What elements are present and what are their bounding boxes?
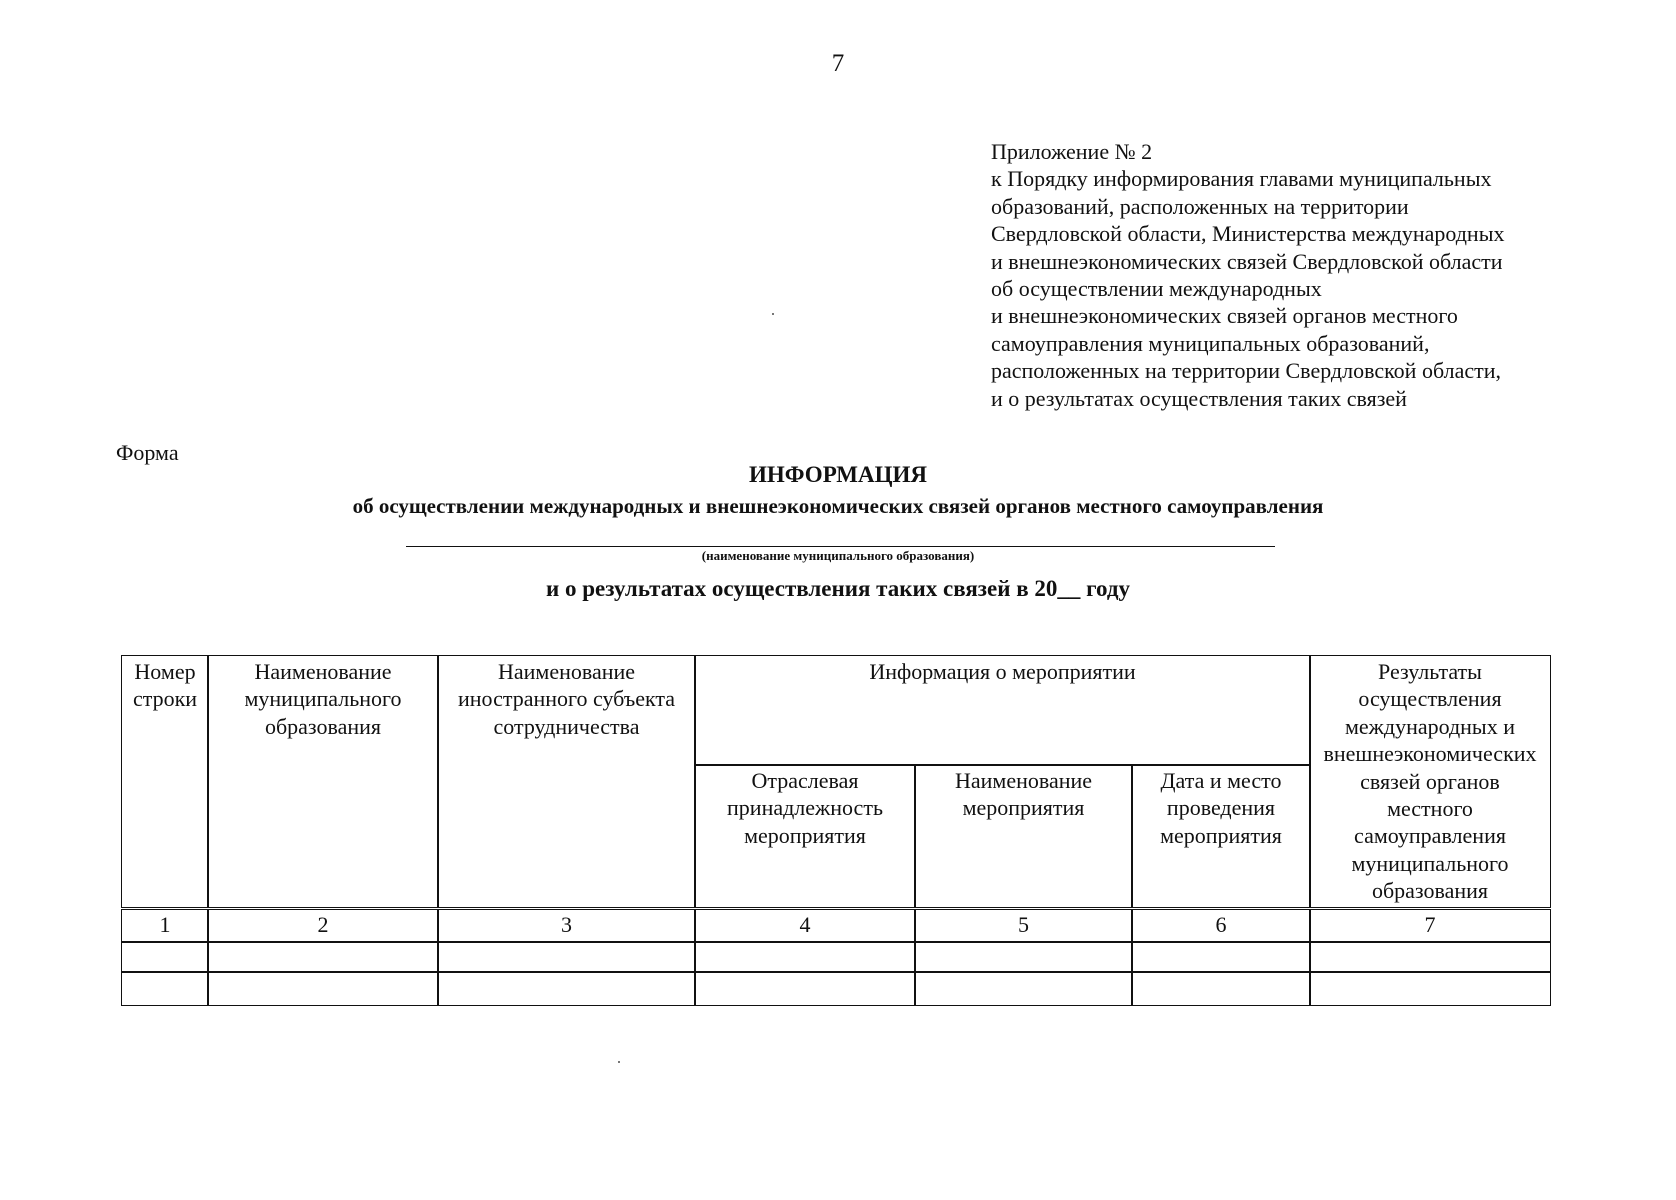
header-results [1309, 655, 1551, 908]
header-text-line: Наименование [497, 659, 636, 684]
appendix-line: Приложение № 2 [991, 139, 1153, 164]
municipality-blank-caption: (наименование муниципального образования) [701, 548, 975, 563]
appendix-line: и внешнеэкономических связей органов местного [991, 303, 1458, 329]
year-line: и о результатах осуществления таких связей в 20__ году [545, 576, 1130, 601]
header-text-line: образования [264, 713, 382, 739]
table-cell[interactable] [437, 941, 696, 973]
document-subtitle: об осуществлении международных и внешнеэкономических связей органов местного самоуправления [352, 494, 1324, 518]
column-number-cell: 2 [207, 909, 439, 943]
column-number-cell: 7 [1309, 909, 1551, 943]
header-text-line: местного [1387, 796, 1473, 822]
column-number-cell: 4 [694, 909, 916, 943]
form-label: Форма [116, 440, 179, 465]
scan-speck [618, 1061, 620, 1063]
appendix-line: к Порядку информирования главами муниципальных [991, 166, 1492, 192]
appendix-line: об осуществлении международных [991, 276, 1322, 302]
header-event-name [914, 764, 1133, 908]
header-text-line: осуществления [1358, 686, 1502, 712]
appendix-line: Свердловской области, Министерства международных [991, 221, 1505, 247]
municipality-blank-line [406, 546, 1275, 547]
appendix-line: самоуправления муниципальных образований, [991, 330, 1430, 356]
column-number-cell: 3 [437, 909, 696, 943]
table-cell[interactable] [437, 971, 696, 1006]
header-foreign-partner [437, 655, 696, 908]
column-number-cell: 6 [1131, 909, 1311, 943]
header-text-line: Дата и место [1160, 768, 1282, 793]
header-text-line: муниципального [1351, 850, 1509, 876]
header-text-line: сотрудничества [493, 713, 640, 739]
column-number-cell: 5 [914, 909, 1133, 943]
table-cell[interactable] [914, 941, 1133, 973]
header-text-line: муниципального [244, 686, 402, 712]
header-text-line: иностранного субъекта [457, 686, 676, 712]
column-number-cell: 1 [121, 909, 209, 943]
header-text-line: строки [132, 686, 198, 712]
document-title: ИНФОРМАЦИЯ [748, 462, 928, 487]
header-text-line: образования [1371, 878, 1489, 904]
appendix-block [991, 138, 1611, 412]
header-text-line: Наименование [954, 768, 1093, 793]
appendix-line: образований, расположенных на территории [991, 193, 1409, 219]
appendix-line: и внешнеэкономических связей Свердловской области [991, 248, 1503, 274]
header-text-line: самоуправления [1354, 823, 1506, 849]
table-cell[interactable] [1309, 971, 1551, 1006]
page-number: 7 [831, 50, 845, 77]
header-text-line: Номер [134, 659, 196, 684]
header-municipality-name [207, 655, 439, 908]
appendix-line: и о результатах осуществления таких связей [991, 385, 1407, 411]
table-cell[interactable] [121, 941, 209, 973]
table-cell[interactable] [694, 971, 916, 1006]
header-text-line: мероприятия [744, 822, 866, 848]
header-text-line: проведения [1166, 795, 1276, 821]
header-text-line: мероприятия [962, 795, 1085, 821]
table-cell[interactable] [1131, 941, 1311, 973]
table-cell[interactable] [1309, 941, 1551, 973]
header-event-sector [694, 764, 916, 908]
appendix-line: расположенных на территории Свердловской области, [991, 358, 1501, 384]
header-text-line: внешнеэкономических [1323, 741, 1537, 767]
header-text-line: Информация о мероприятии [869, 659, 1136, 684]
table-cell[interactable] [207, 971, 439, 1006]
table-cell[interactable] [207, 941, 439, 973]
header-text-line: Отраслевая [751, 768, 859, 793]
table-cell[interactable] [914, 971, 1133, 1006]
header-text-line: связей органов [1360, 768, 1500, 794]
header-text-line: Результаты [1378, 659, 1482, 684]
scan-speck [772, 313, 774, 315]
header-text-line: мероприятия [1160, 822, 1282, 848]
header-event-date-place [1131, 764, 1311, 908]
table-cell[interactable] [121, 971, 209, 1006]
table-cell[interactable] [694, 941, 916, 973]
header-text-line: Наименование [254, 659, 392, 684]
header-row-number [121, 655, 209, 908]
header-text-line: принадлежность [727, 795, 883, 821]
header-event-info-group [694, 655, 1311, 766]
header-text-line: международных и [1344, 713, 1515, 739]
table-cell[interactable] [1131, 971, 1311, 1006]
